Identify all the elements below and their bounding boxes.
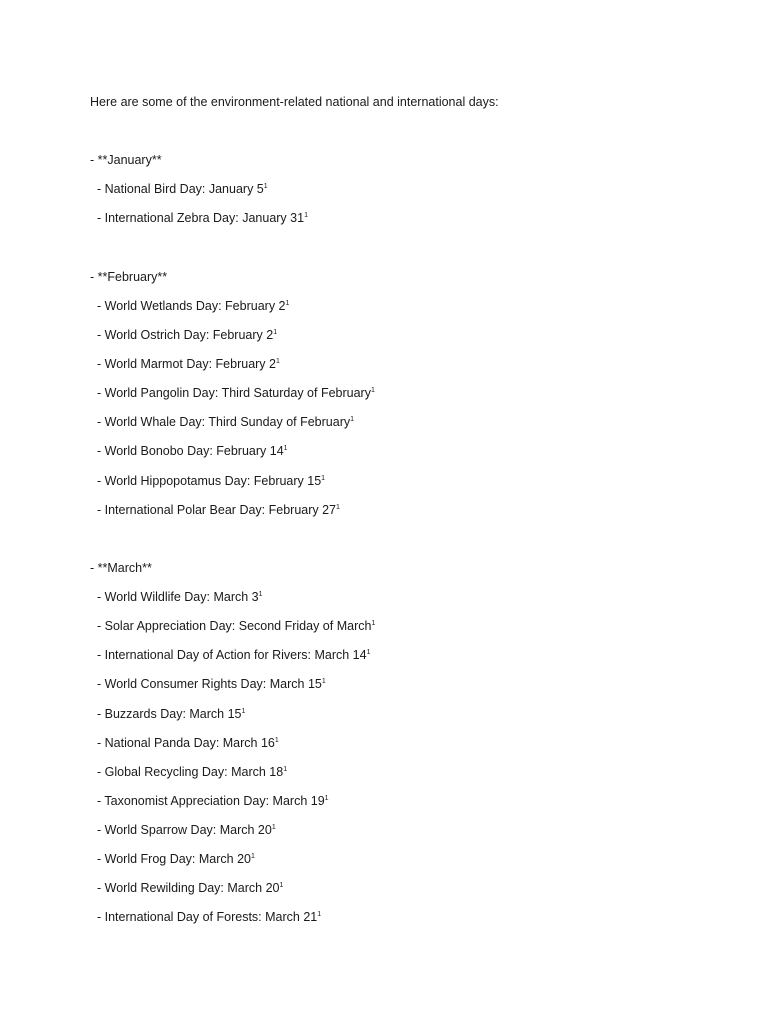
- footnote-ref: 1: [336, 504, 340, 511]
- list-item: - World Frog Day: March $20^1$: [97, 852, 255, 866]
- list-item: - World Sparrow Day: March $20^1$: [97, 823, 276, 837]
- list-item: - International Day of Action for Rivers: March $14^1$: [97, 648, 371, 662]
- footnote-ref: 1: [285, 300, 290, 307]
- list-item: - World Wetlands Day: February $2^1$: [97, 299, 290, 313]
- list-item: - Solar Appreciation Day: Second Friday of March$^1$: [97, 619, 376, 633]
- footnote-ref: 1: [324, 795, 329, 802]
- intro-text: Here are some of the environment-related national and international days:: [90, 95, 499, 109]
- footnote-ref: 1: [350, 416, 355, 423]
- footnote-ref: 1: [317, 911, 322, 918]
- list-item: - World Hippopotamus Day: February $15^1$: [97, 474, 326, 488]
- list-item: - National Bird Day: January $5^1$: [97, 182, 268, 196]
- footnote-ref: 1: [283, 445, 288, 452]
- list-item: - World Rewilding Day: March $20^1$: [97, 881, 284, 895]
- footnote-ref: 1: [366, 649, 371, 656]
- footnote-ref: 1: [263, 183, 268, 190]
- footnote-ref: 1: [321, 475, 326, 482]
- footnote-ref: 1: [371, 620, 376, 627]
- list-item: - Global Recycling Day: March $18^1$: [97, 765, 288, 779]
- list-item: - Buzzards Day: March $15^1$: [97, 707, 246, 721]
- month-heading-march: - **March**: [90, 561, 152, 575]
- list-item: - World Consumer Rights Day: March $15^1$: [97, 677, 326, 691]
- footnote-ref: 1: [273, 329, 278, 336]
- list-item: - World Pangolin Day: Third Saturday of February$^1$: [97, 386, 375, 400]
- footnote-ref: 1: [283, 766, 288, 773]
- footnote-ref: 1: [250, 853, 255, 860]
- list-item: - World Whale Day: Third Sunday of February$^1$: [97, 415, 355, 429]
- footnote-ref: 1: [258, 591, 263, 598]
- month-heading-february: - **February**: [90, 270, 168, 284]
- list-item: - World Wildlife Day: March $3^1$: [97, 590, 263, 604]
- list-item: - World Bonobo Day: February $14^1$: [97, 444, 288, 458]
- month-heading-january: - **January**: [90, 153, 162, 167]
- list-item: - National Panda Day: March $16^1$: [97, 736, 279, 750]
- footnote-ref: 1: [275, 358, 280, 365]
- footnote-ref: 1: [274, 737, 279, 744]
- footnote-ref: 1: [241, 708, 246, 715]
- list-item: - Taxonomist Appreciation Day: March $19^1$: [97, 794, 329, 808]
- list-item: - World Ostrich Day: February $2^1$: [97, 328, 278, 342]
- footnote-ref: 1: [279, 882, 284, 889]
- footnote-ref: 1: [304, 212, 308, 219]
- list-item: - International Polar Bear Day: February $27^1$: [97, 503, 340, 517]
- list-item: - World Marmot Day: February $2^1$: [97, 357, 280, 371]
- footnote-ref: 1: [370, 387, 375, 394]
- footnote-ref: 1: [271, 824, 276, 831]
- list-item: - International Day of Forests: March $21^1$: [97, 910, 322, 924]
- footnote-ref: 1: [321, 678, 326, 685]
- list-item: - International Zebra Day: January $31^1$: [97, 211, 308, 225]
